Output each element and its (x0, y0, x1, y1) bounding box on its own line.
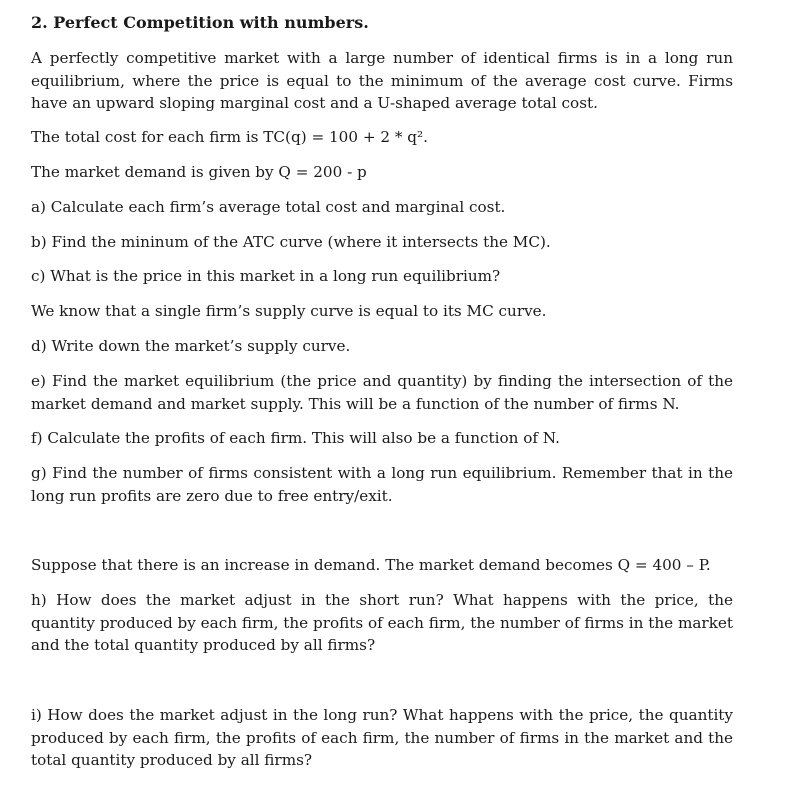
question-a: a) Calculate each firm’s average total cost and marginal cost. (31, 198, 506, 216)
question-g: g) Find the number of firms consistent with a long run equilibrium. Remember that in the long run profits are zero due to free entry/exit. (31, 464, 733, 505)
question-f: f) Calculate the profits of each firm. This will also be a function of N. (31, 429, 560, 447)
total-cost-paragraph: The total cost for each firm is TC(q) = 100 + 2 * q². (31, 128, 428, 146)
section-heading: 2. Perfect Competition with numbers. (31, 13, 369, 32)
question-c: c) What is the price in this market in a long run equilibrium? (31, 267, 501, 285)
question-h: h) How does the market adjust in the short run? What happens with the price, the quantity produced by each firm, the profits of each firm, the number of firms in the market and the total quantity produced by all firms? (31, 591, 733, 654)
intro-paragraph: A perfectly competitive market with a large number of identical firms is in a long run equilibrium, where the price is equal to the minimum of the average cost curve. Firms have an upward sloping marginal cost and a U-shaped average total cost. (31, 49, 733, 112)
question-d: d) Write down the market’s supply curve. (31, 337, 351, 355)
question-b: b) Find the mininum of the ATC curve (where it intersects the MC). (31, 233, 551, 251)
question-e: e) Find the market equilibrium (the price and quantity) by finding the intersection of the market demand and market supply. This will be a function of the number of firms N. (31, 372, 733, 413)
supply-note-paragraph: We know that a single firm’s supply curve is equal to its MC curve. (31, 302, 547, 320)
question-i: i) How does the market adjust in the long run? What happens with the price, the quantity produced by each firm, the profits of each firm, the number of firms in the market and the total quantity produced by all firms? (31, 706, 733, 769)
demand-paragraph: The market demand is given by Q = 200 - p (31, 163, 367, 181)
demand-increase-paragraph: Suppose that there is an increase in demand. The market demand becomes Q = 400 – P. (31, 556, 711, 574)
